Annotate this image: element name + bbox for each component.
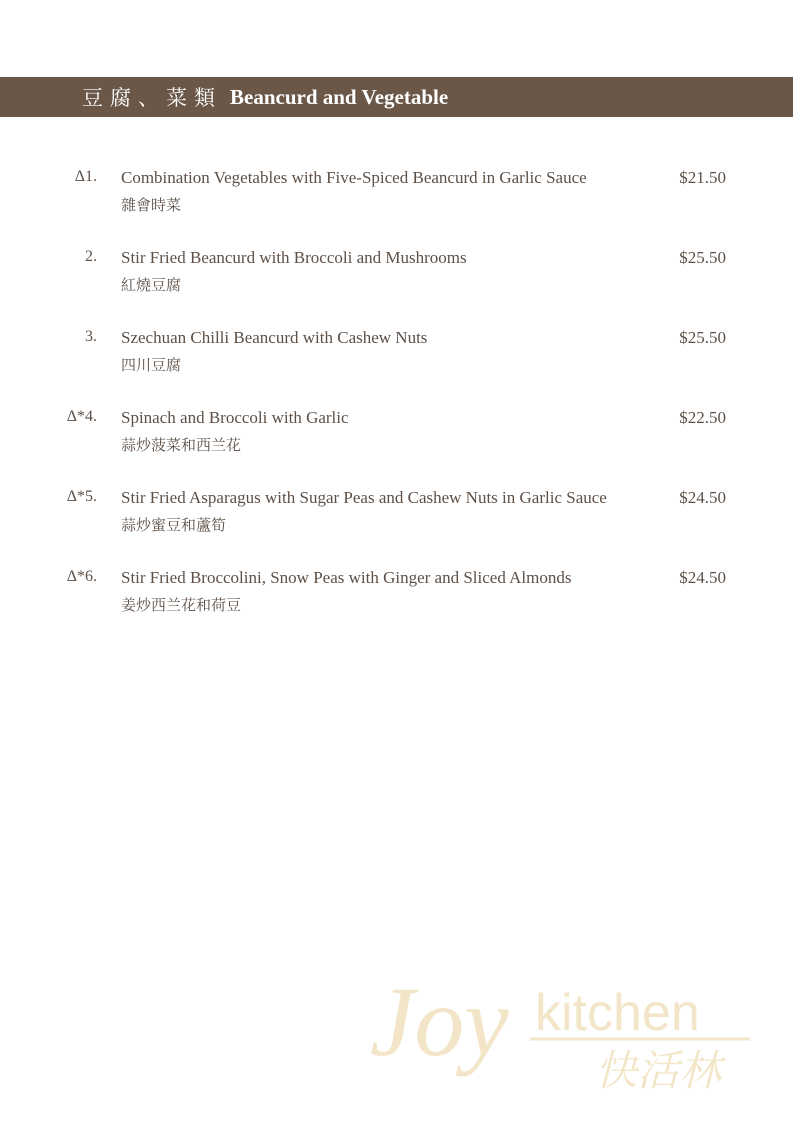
item-number: 3. <box>85 328 97 345</box>
item-number: Δ1. <box>74 168 97 185</box>
item-name-english: Stir Fried Beancurd with Broccoli and Mushrooms <box>121 248 467 267</box>
logo-script-text: Joy <box>370 966 509 1077</box>
item-name-chinese: 四川豆腐 <box>121 356 182 374</box>
item-number: Δ*4. <box>66 408 97 425</box>
joy-kitchen-logo <box>370 955 770 1095</box>
item-name-english: Combination Vegetables with Five-Spiced Beancurd in Garlic Sauce <box>121 168 587 187</box>
item-price: $24.50 <box>679 488 726 507</box>
section-title-english: Beancurd and Vegetable <box>230 84 449 109</box>
item-name-english: Szechuan Chilli Beancurd with Cashew Nuts <box>121 328 428 347</box>
section-header-bar <box>0 77 793 117</box>
item-price: $25.50 <box>679 328 726 347</box>
menu-item <box>0 326 793 406</box>
item-name-chinese: 雜會時菜 <box>121 196 182 214</box>
item-name-chinese: 蒜炒菠菜和西兰花 <box>121 436 242 454</box>
menu-item <box>0 566 793 646</box>
logo-word-text: kitchen <box>535 984 700 1042</box>
item-price: $24.50 <box>679 568 726 587</box>
item-name-chinese: 蒜炒蜜豆和蘆筍 <box>121 516 227 534</box>
logo-chinese-text: 快活林 <box>595 1046 722 1095</box>
item-name-chinese: 姜炒西兰花和荷豆 <box>121 596 242 614</box>
item-number: 2. <box>85 248 97 265</box>
menu-list <box>0 166 793 646</box>
section-title-chinese: 豆腐、菜類 <box>82 86 222 110</box>
menu-item <box>0 246 793 326</box>
menu-item <box>0 166 793 246</box>
item-name-chinese: 紅燒豆腐 <box>121 276 182 294</box>
menu-item <box>0 486 793 566</box>
item-number: Δ*5. <box>66 488 97 505</box>
item-name-english: Stir Fried Broccolini, Snow Peas with Ginger and Sliced Almonds <box>121 568 572 587</box>
item-number: Δ*6. <box>66 568 97 585</box>
menu-item <box>0 406 793 486</box>
item-price: $21.50 <box>679 168 726 187</box>
item-price: $25.50 <box>679 248 726 267</box>
item-name-english: Stir Fried Asparagus with Sugar Peas and Cashew Nuts in Garlic Sauce <box>121 488 607 507</box>
item-price: $22.50 <box>679 408 726 427</box>
item-name-english: Spinach and Broccoli with Garlic <box>121 408 349 427</box>
section-title <box>82 82 448 112</box>
